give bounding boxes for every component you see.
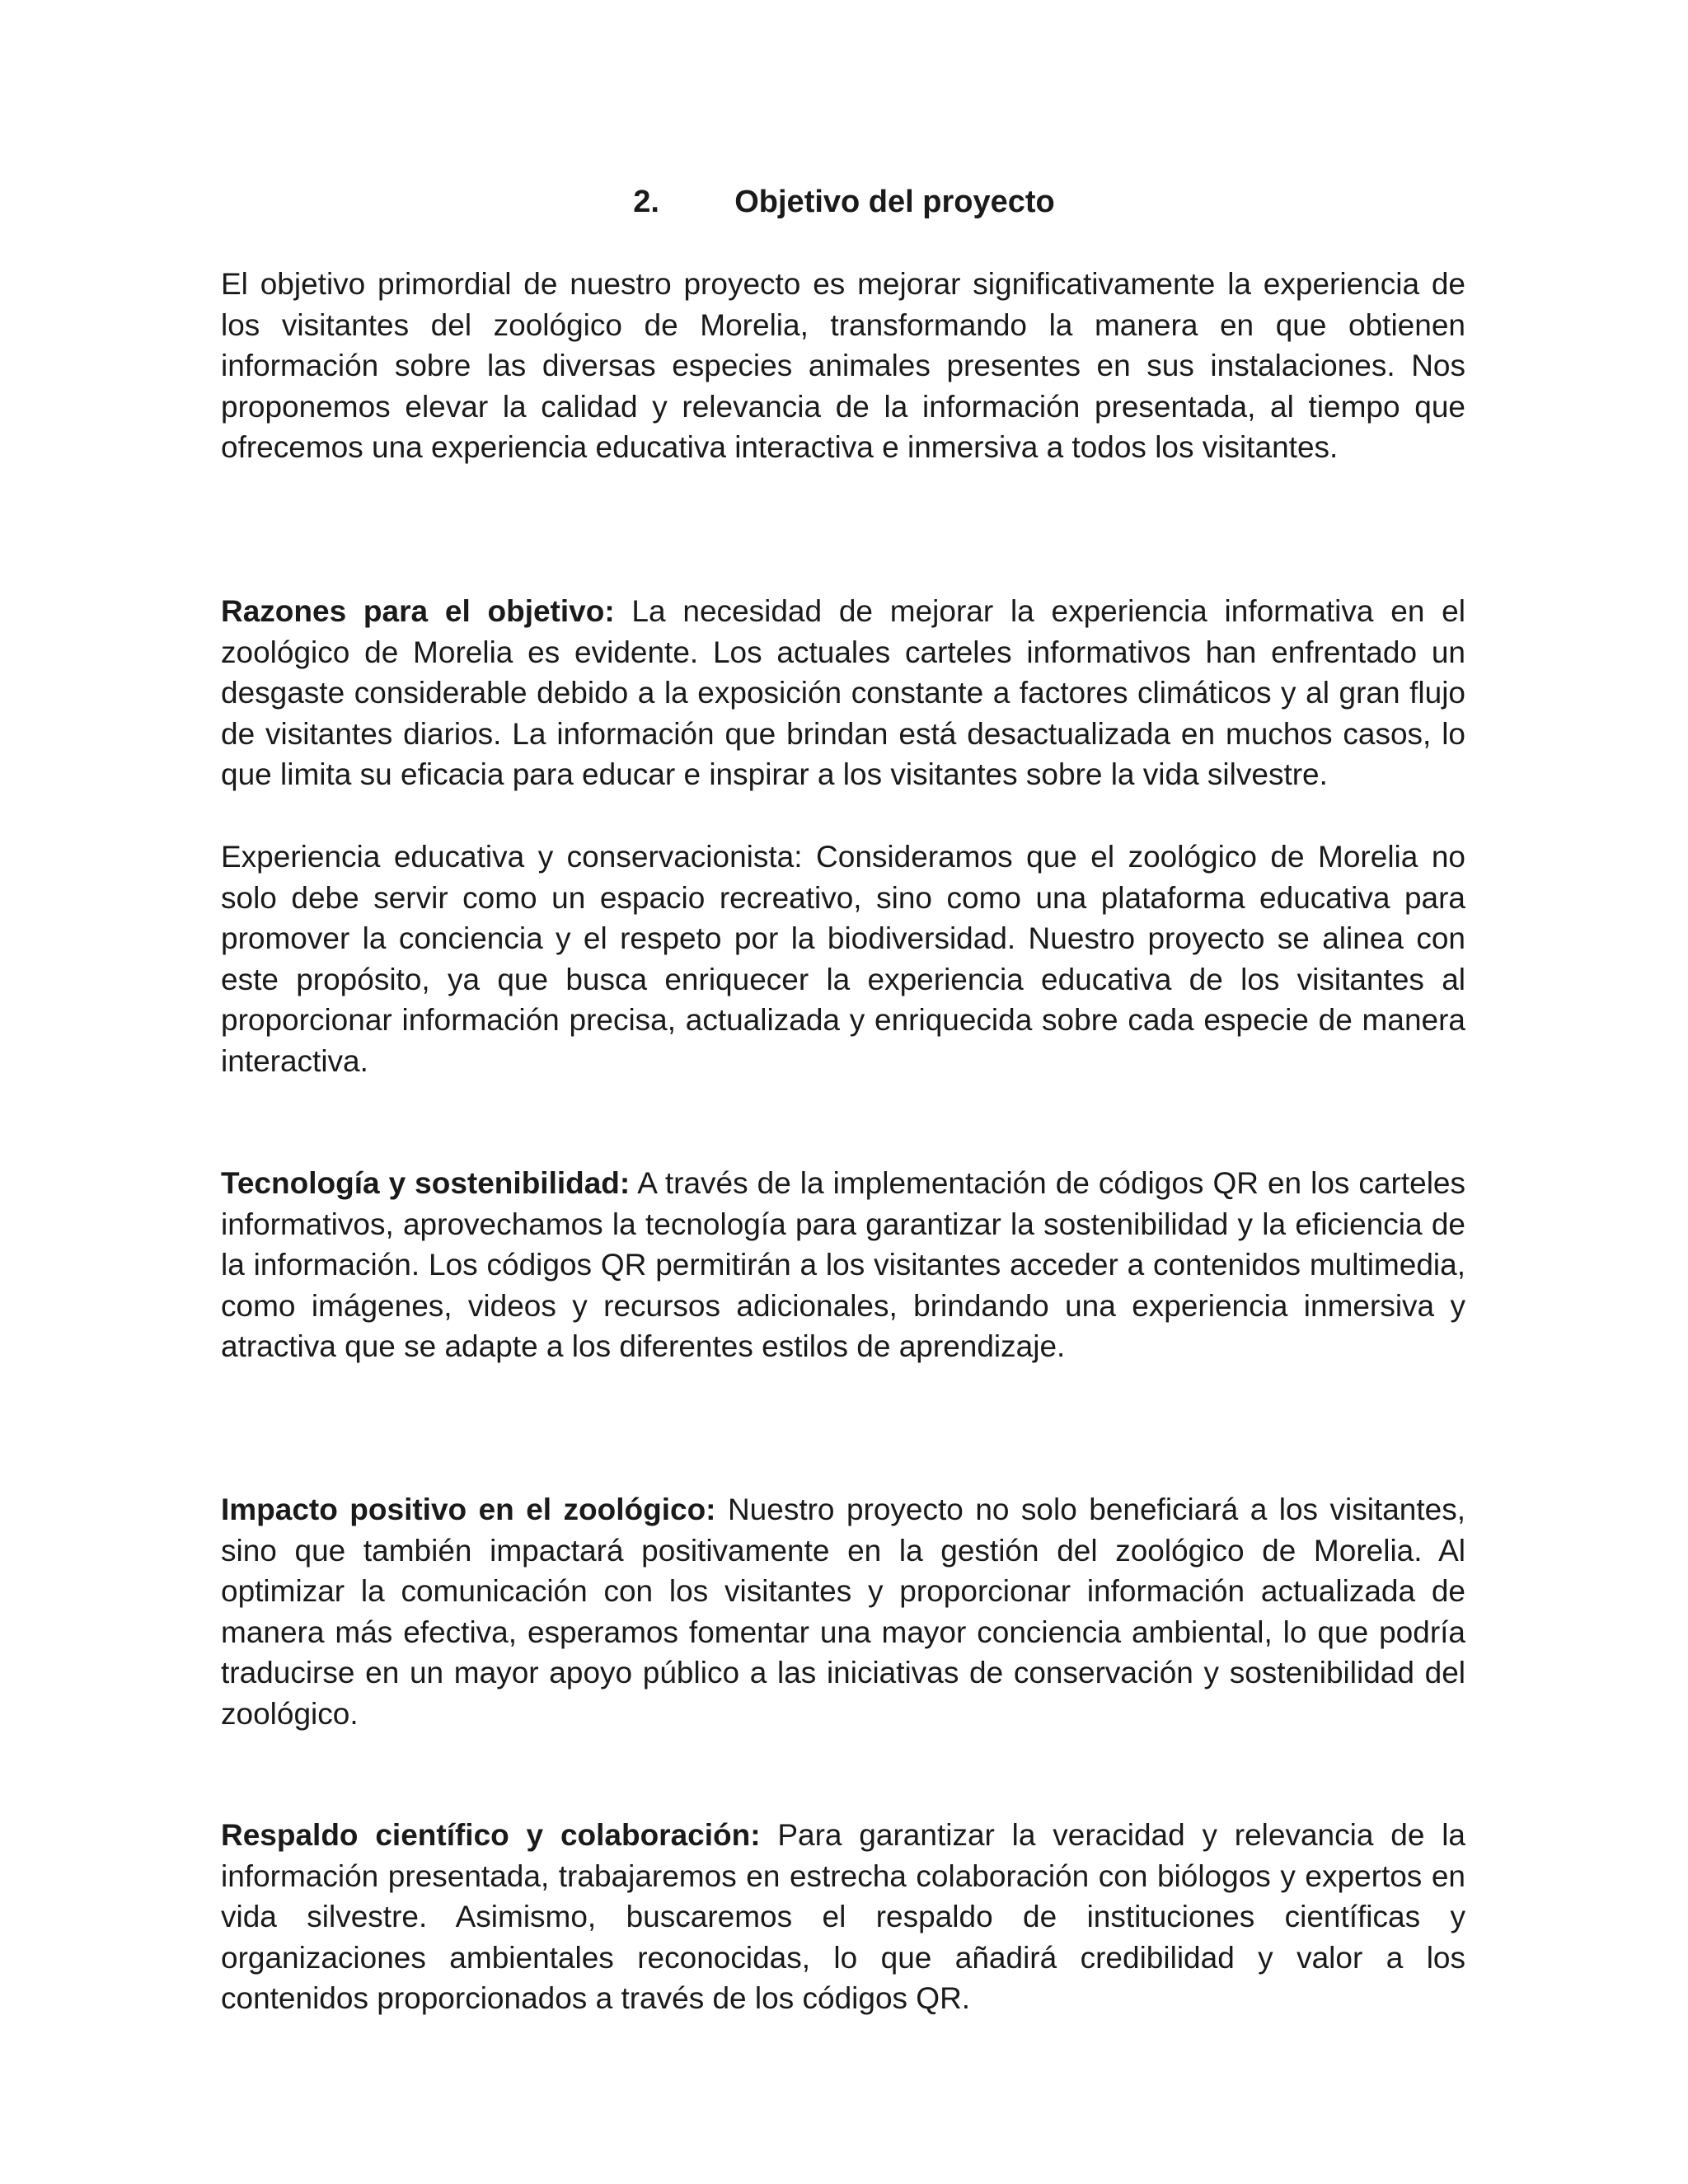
section-heading [0, 181, 1688, 223]
paragraph-respaldo-text: Para garantizar la veracidad y relevancia de la información presentada, trabajaremos en estrecha colaboración con biólogos y expertos en vida silvestre. Asimismo, buscaremos el respaldo de instituciones científicas y organizaciones ambientales reconocidas, lo que añadirá credibilidad y valor a los contenidos proporcionados a través de los códigos QR. [221, 1818, 1465, 2016]
paragraph-tecnologia-text: A través de la implementación de códigos QR en los carteles informativos, aprovechamos la tecnología para garantizar la sostenibilidad y la eficiencia de la información. Los códigos QR permitirán a los visitantes acceder a contenidos multimedia, como imágenes, videos y recursos adicionales, brindando una experiencia inmersiva y atractiva que se adapte a los diferentes estilos de aprendizaje. [221, 1166, 1465, 1364]
paragraph-razones-lead: Razones para el objetivo: [221, 594, 615, 628]
section-number: 2. [633, 185, 659, 219]
paragraph-impacto-lead: Impacto positivo en el zoológico: [221, 1493, 716, 1526]
paragraph-experiencia: Experiencia educativa y conservacionista: Consideramos que el zoológico de Morelia no solo debe servir como un espacio recreativo, sino como una plataforma educativa para promover la conciencia y el respeto por la biodiversidad. Nuestro proyecto se alinea con este propósito, ya que busca enriquecer la experiencia educativa de los visitantes al proporcionar información precisa, actualizada y enriquecida sobre cada especie de manera interactiva. [221, 840, 1465, 1078]
paragraph-razones [221, 591, 1465, 795]
paragraph-intro: El objetivo primordial de nuestro proyecto es mejorar significativamente la experiencia de los visitantes del zoológico de Morelia, transformando la manera en que obtienen información sobre las diversas especies animales presentes en sus instalaciones. Nos proponemos elevar la calidad y relevancia de la información presentada, al tiempo que ofrecemos una experiencia educativa interactiva e inmersiva a todos los visitantes. [221, 267, 1465, 465]
section-title: Objetivo del proyecto [734, 185, 1055, 219]
paragraph-tecnologia-lead: Tecnología y sostenibilidad: [221, 1166, 631, 1200]
paragraph-impacto [221, 1489, 1465, 1735]
paragraph-impacto-text: Nuestro proyecto no solo beneficiará a los visitantes, sino que también impactará positivamente en la gestión del zoológico de Morelia. Al optimizar la comunicación con los visitantes y proporcionar información actualizada de manera más efectiva, esperamos fomentar una mayor conciencia ambiental, lo que podría traducirse en un mayor apoyo público a las iniciativas de conservación y sostenibilidad del zoológico. [221, 1493, 1465, 1731]
paragraph-razones-text: La necesidad de mejorar la experiencia informativa en el zoológico de Morelia es evidente. Los actuales carteles informativos han enfrentado un desgaste considerable debido a la exposición constante a factores climáticos y al gran flujo de visitantes diarios. La información que brindan está desactualizada en muchos casos, lo que limita su eficacia para educar e inspirar a los visitantes sobre la vida silvestre. [221, 594, 1465, 792]
paragraph-respaldo-lead: Respaldo científico y colaboración: [221, 1818, 761, 1852]
paragraph-respaldo [221, 1815, 1465, 2019]
paragraph-tecnologia [221, 1163, 1465, 1367]
